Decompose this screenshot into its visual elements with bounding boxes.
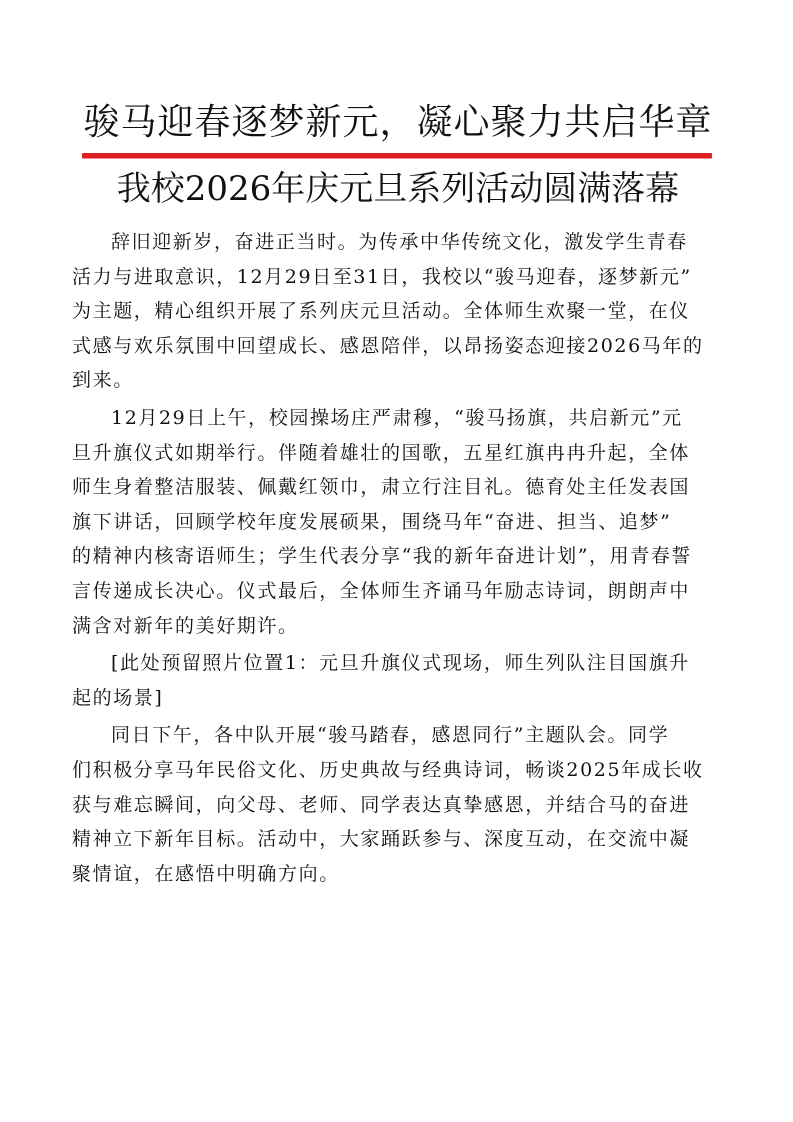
text-line: 们积极分享马年民俗文化、历史典故与经典诗词，畅谈2025年成长收 — [72, 758, 704, 781]
text-line: 师生身着整洁服装、佩戴红领巾，肃立行注目礼。德育处主任发表国 — [72, 476, 691, 499]
text-line: [此处预留照片位置1：元旦升旗仪式现场，师生列队注目国旗升 — [111, 652, 690, 675]
headline: 骏马迎春逐梦新元，凝心聚力共启华章 — [83, 102, 713, 143]
text-line: 辞旧迎新岁，奋进正当时。为传承中华传统文化，激发学生青春 — [111, 231, 688, 253]
photo-placeholder-note — [72, 646, 732, 715]
text-line: 言传递成长决心。仪式最后，全体师生齐诵马年励志诗词，朗朗声中 — [72, 579, 691, 602]
text-line: 为主题，精心组织开展了系列庆元旦活动。全体师生欢聚一堂，在仪 — [72, 300, 691, 323]
subtitle: 我校2026年庆元旦系列活动圆满落幕 — [116, 169, 680, 209]
red-divider-rule — [82, 153, 712, 158]
text-line: 12月29日上午，校园操场庄严肃穆，“骏马扬旗，共启新元”元 — [111, 406, 683, 429]
text-line: 活力与进取意识，12月29日至31日，我校以“骏马迎春，逐梦新元” — [72, 265, 692, 288]
paragraph-flag-ceremony — [72, 401, 732, 643]
paragraph-class-meeting — [72, 718, 732, 891]
text-line: 同日下午，各中队开展“骏马踏春，感恩同行”主题队会。同学 — [111, 724, 670, 747]
paragraph-intro — [72, 225, 732, 398]
text-line: 满含对新年的美好期许。 — [72, 614, 299, 637]
text-line: 精神立下新年目标。活动中，大家踊跃参与、深度互动，在交流中凝 — [72, 828, 691, 851]
article-body — [72, 225, 732, 894]
text-line: 到来。 — [72, 369, 134, 392]
text-line: 获与难忘瞬间，向父母、老师、同学表达真挚感恩，并结合马的奋进 — [72, 793, 691, 816]
text-line: 旗下讲话，回顾学校年度发展硕果，围绕马年“奋进、担当、追梦” — [72, 510, 672, 533]
text-line: 聚情谊，在感悟中明确方向。 — [72, 862, 340, 885]
text-line: 起的场景] — [72, 686, 164, 709]
text-line: 的精神内核寄语师生；学生代表分享“我的新年奋进计划”，用青春誓 — [72, 545, 693, 568]
text-line: 旦升旗仪式如期举行。伴随着雄壮的国歌，五星红旗冉冉升起，全体 — [72, 441, 691, 464]
text-line: 式感与欢乐氛围中回望成长、感恩陪伴，以昂扬姿态迎接2026马年的 — [72, 334, 704, 357]
